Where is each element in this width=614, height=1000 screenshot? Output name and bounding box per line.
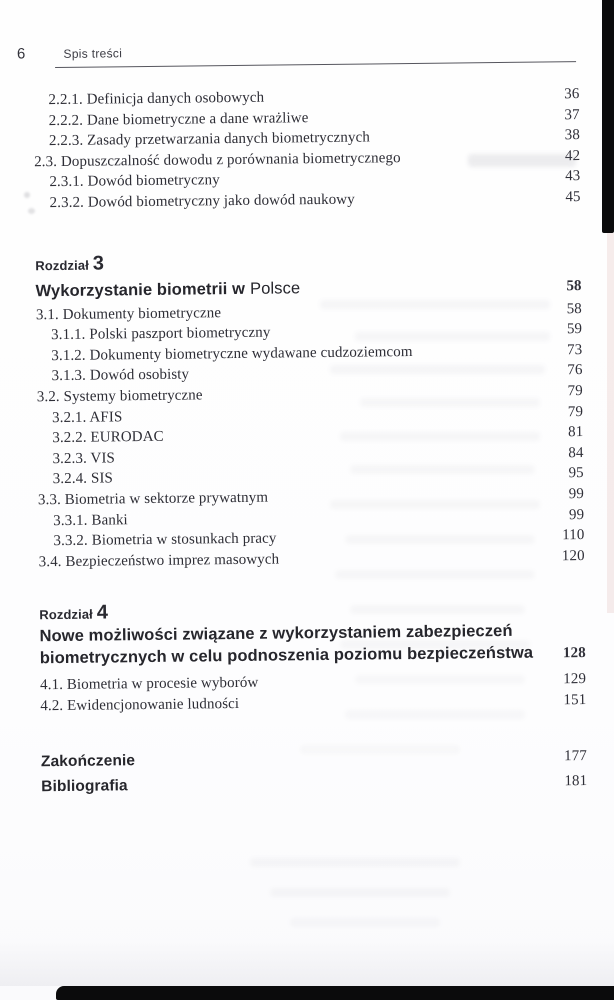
toc-page-number: 120 xyxy=(561,547,585,564)
toc-entry-text: 3.1.3. Dowód osobisty xyxy=(51,366,190,385)
toc-page-number: 42 xyxy=(564,147,581,165)
bleed-through-artifact xyxy=(335,570,535,579)
toc-entry xyxy=(41,769,587,800)
bleed-through-artifact xyxy=(330,365,545,374)
toc-entry-text: 3.3.2. Biometria w stosunkach pracy xyxy=(53,530,277,550)
scan-bottom-shadow xyxy=(0,938,614,986)
chapter-number: 3 xyxy=(92,252,105,275)
running-head-title: Spis treści xyxy=(63,46,123,61)
toc-entry-text: 3.1.2. Dokumenty biometryczne wydawane cudzoziemcom xyxy=(51,343,413,364)
bleed-through-artifact xyxy=(290,918,440,927)
bleed-through-artifact xyxy=(360,398,540,407)
bleed-through-artifact xyxy=(350,605,525,614)
toc-page-number: 37 xyxy=(564,106,580,123)
ink-speck-artifact xyxy=(28,208,35,214)
toc-page-number: 59 xyxy=(566,321,583,338)
toc-entry-text: 3.2.2. EURODAC xyxy=(52,428,164,447)
toc-entry-text: 2.3.2. Dowód biometryczny jako dowód naukowy xyxy=(49,191,355,212)
toc-entry-text: 3.1.1. Polski paszport biometryczny xyxy=(51,324,271,344)
toc-entry-text: 2.2.2. Dane biometryczne a dane wrażliwe xyxy=(48,109,309,129)
toc-chapter-4 xyxy=(39,597,586,716)
bleed-through-artifact xyxy=(345,535,535,544)
toc-page-number: 177 xyxy=(564,748,588,765)
toc-entry-text: 2.2.3. Zasady przetwarzania danych biometrycznych xyxy=(48,129,371,150)
toc-entry-text: 3.2. Systemy biometryczne xyxy=(36,387,203,406)
bleed-through-artifact xyxy=(345,710,525,719)
toc-entry-text: 3.2.1. AFIS xyxy=(51,408,123,426)
toc-entry-text: 3.2.4. SIS xyxy=(52,470,114,488)
chapter-3-title-bold: Wykorzystanie biometrii w xyxy=(35,279,246,300)
toc-entry-text: 4.1. Biometria w procesie wyborów xyxy=(40,675,259,694)
bleed-through-artifact xyxy=(270,888,450,897)
bleed-through-artifact xyxy=(468,154,576,167)
chapter-3-title-regular: Polsce xyxy=(249,278,301,298)
bleed-through-artifact xyxy=(250,858,460,867)
toc-entry-text: 3.2.3. VIS xyxy=(52,450,116,467)
toc-page-number: 45 xyxy=(565,189,581,206)
bleed-through-artifact xyxy=(340,432,540,441)
bleed-through-artifact xyxy=(340,640,530,649)
chapter-4-title-line1: Nowe możliwości związane z wykorzystaniem zabezpieczeń xyxy=(39,622,513,646)
bleed-through-artifact xyxy=(320,300,550,309)
chapter-label-word: Rozdział xyxy=(39,606,93,623)
chapter-label-word: Rozdział xyxy=(35,257,89,273)
toc-entry-text: 2.3. Dopuszczalność dowodu z porównania biometrycznego xyxy=(34,149,401,171)
toc-page-number: 73 xyxy=(567,341,583,358)
bleed-through-artifact xyxy=(330,500,540,509)
toc-entry-text: 2.3.1. Dowód biometryczny xyxy=(49,172,220,191)
toc-page-number: 110 xyxy=(562,527,585,544)
toc-page-number: 95 xyxy=(568,465,584,482)
toc-page-number: 84 xyxy=(568,444,584,461)
chapter-4-title-line2: biometrycznych w celu podnoszenia poziomu bezpieczeństwa xyxy=(39,643,534,668)
toc-page-number: 58 xyxy=(566,300,582,317)
toc-page-number: 79 xyxy=(567,383,583,400)
toc-page-number: 128 xyxy=(562,645,586,662)
toc-page-number: 76 xyxy=(567,362,583,379)
toc-chapter-3 xyxy=(35,248,585,573)
scan-page-edge-strip xyxy=(607,233,614,613)
bleed-through-artifact xyxy=(355,675,525,684)
toc-entry-text: 3.4. Bezpieczeństwo imprez masowych xyxy=(38,551,280,570)
chapter-3-title-row xyxy=(36,274,582,302)
folio-page-number: 6 xyxy=(16,45,26,63)
toc-section-2 xyxy=(33,84,580,214)
table-of-contents xyxy=(33,84,587,800)
bleed-through-artifact xyxy=(300,745,460,754)
running-head-rule xyxy=(55,61,576,68)
toc-entry-text: 4.2. Ewidencjonowanie ludności xyxy=(40,695,240,715)
toc-page-number: 181 xyxy=(564,773,588,790)
toc-page-number: 129 xyxy=(563,671,587,688)
toc-entry-text: Zakończenie xyxy=(40,752,136,771)
toc-entry-text: 2.2.1. Definicja danych osobowych xyxy=(48,89,265,109)
running-head xyxy=(17,39,577,63)
bleed-through-artifact xyxy=(355,332,550,341)
toc-page-number: 151 xyxy=(563,691,587,709)
toc-entry-text: 3.3.1. Banki xyxy=(53,511,128,529)
toc-entry-text: 3.1. Dokumenty biometryczne xyxy=(35,304,222,323)
ink-speck-artifact xyxy=(24,192,30,198)
scan-edge-bar-bottom xyxy=(56,986,614,1000)
chapter-3-label xyxy=(35,248,581,274)
chapter-number: 4 xyxy=(96,601,109,624)
bleed-through-artifact xyxy=(350,465,535,474)
toc-entry-text: 3.3. Biometria w sektorze prywatnym xyxy=(37,489,269,509)
toc-page-number: 43 xyxy=(565,168,581,185)
toc-page-number: 81 xyxy=(567,424,584,441)
toc-page-number: 36 xyxy=(564,86,580,103)
toc-page-number: 58 xyxy=(566,277,582,294)
toc-page-number: 79 xyxy=(567,403,584,420)
scan-edge-bar-top-right xyxy=(602,0,614,233)
toc-page-number: 38 xyxy=(564,127,580,144)
toc-entry-text: Bibliografia xyxy=(41,777,128,796)
toc-page-number: 99 xyxy=(568,506,585,523)
toc-page-number: 99 xyxy=(568,485,585,503)
chapter-3-title xyxy=(36,277,301,302)
